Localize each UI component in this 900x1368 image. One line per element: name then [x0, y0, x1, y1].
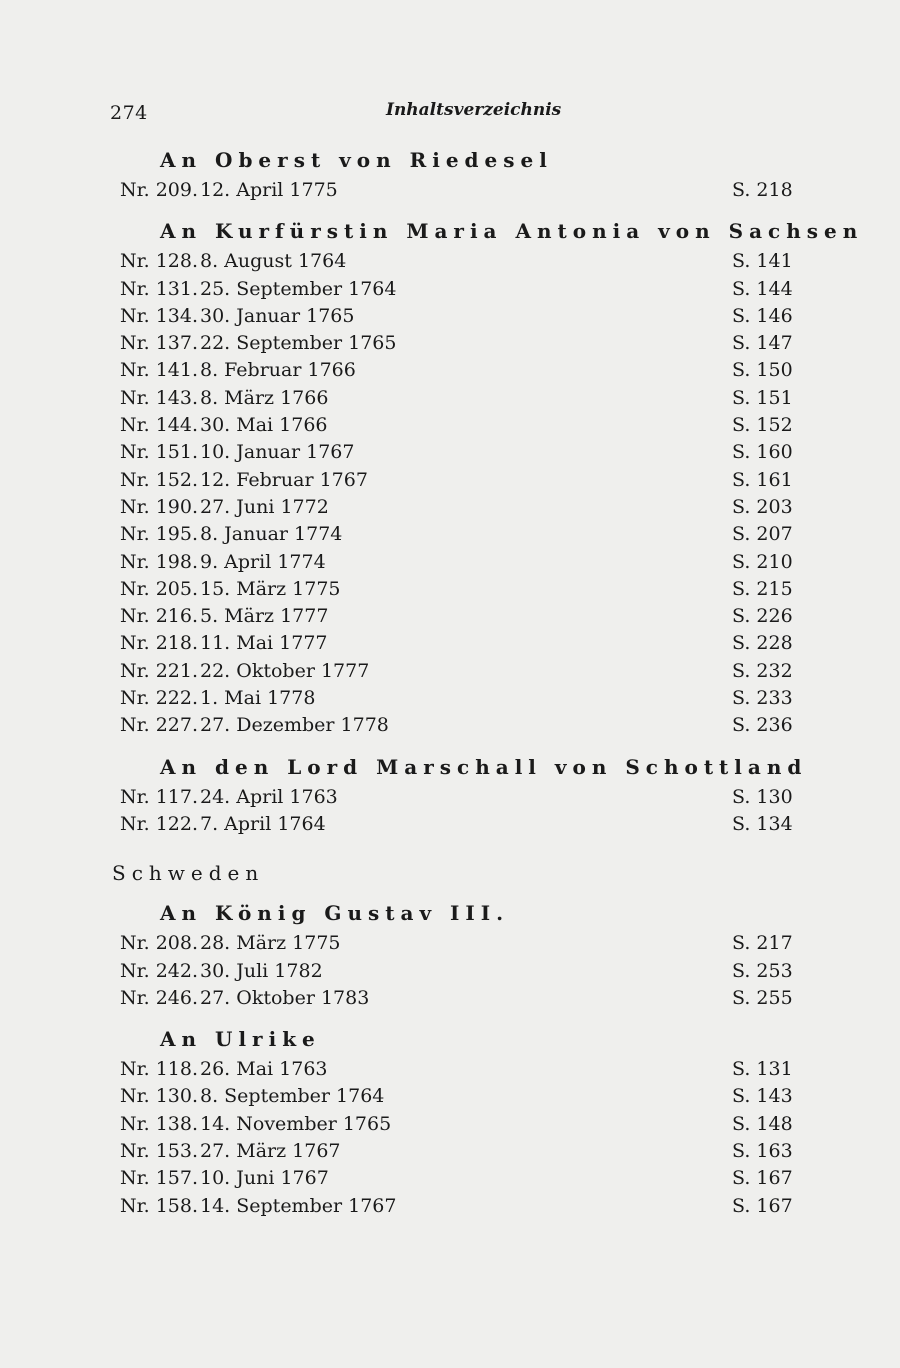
toc-entry	[0, 330, 900, 357]
page-reference: S. 147	[732, 332, 793, 355]
toc-entry	[0, 603, 900, 630]
page-reference: S. 217	[732, 932, 793, 955]
toc-entry	[0, 630, 900, 657]
toc-entry	[0, 412, 900, 439]
toc-entry	[0, 1165, 900, 1192]
letter-number: Nr. 118.	[120, 1058, 199, 1081]
toc-entry	[0, 303, 900, 330]
toc-entry	[0, 811, 900, 838]
letter-date: 14. September 1767	[200, 1194, 397, 1217]
toc-section	[0, 898, 900, 1012]
letter-number: Nr. 128.	[120, 250, 199, 273]
toc-entry	[0, 784, 900, 811]
toc-entry	[0, 521, 900, 548]
letter-date: 10. Juni 1767	[200, 1167, 329, 1190]
page-reference: S. 236	[732, 714, 793, 737]
page-reference: S. 207	[732, 523, 793, 546]
letter-date: 28. März 1775	[200, 932, 341, 955]
page-reference: S. 160	[732, 441, 793, 464]
page-reference: S. 233	[732, 687, 793, 710]
letter-date: 27. März 1767	[200, 1140, 341, 1163]
letter-date: 15. März 1775	[200, 577, 341, 600]
page-reference: S. 210	[732, 550, 793, 573]
toc-entry	[0, 549, 900, 576]
toc-entry	[0, 1056, 900, 1083]
letter-date: 8. August 1764	[200, 250, 347, 273]
letter-date: 25. September 1764	[200, 277, 397, 300]
toc-entry	[0, 658, 900, 685]
country-heading: Schweden	[112, 861, 265, 886]
letter-number: Nr. 216.	[120, 605, 199, 628]
toc-entry	[0, 1083, 900, 1110]
section-title: An Kurfürstin Maria Antonia von Sachsen	[160, 219, 864, 244]
letter-date: 27. Juni 1772	[200, 495, 329, 518]
table-of-contents	[0, 145, 900, 1232]
letter-date: 12. Februar 1767	[200, 468, 368, 491]
toc-entry	[0, 685, 900, 712]
letter-number: Nr. 218.	[120, 632, 199, 655]
page-reference: S. 167	[732, 1194, 793, 1217]
letter-date: 27. Dezember 1778	[200, 714, 389, 737]
letter-number: Nr. 144.	[120, 414, 199, 437]
toc-entry	[0, 276, 900, 303]
page-reference: S. 253	[732, 959, 793, 982]
letter-number: Nr. 158.	[120, 1194, 199, 1217]
letter-date: 5. März 1777	[200, 605, 329, 628]
page-reference: S. 215	[732, 577, 793, 600]
letter-number: Nr. 134.	[120, 304, 199, 327]
letter-number: Nr. 209.	[120, 179, 199, 201]
page-reference: S. 141	[732, 250, 793, 273]
letter-date: 8. März 1766	[200, 386, 329, 409]
toc-entry	[0, 1111, 900, 1138]
toc-entry	[0, 494, 900, 521]
page-reference: S. 134	[732, 812, 793, 835]
section-title: An Ulrike	[160, 1027, 321, 1052]
toc-entry	[0, 1193, 900, 1220]
letter-date: 30. Mai 1766	[200, 414, 328, 437]
letter-date: 8. September 1764	[200, 1085, 385, 1108]
letter-date: 22. September 1765	[200, 332, 397, 355]
page-reference: S. 167	[732, 1167, 793, 1190]
page-reference: S. 148	[732, 1112, 793, 1135]
page-reference: S. 232	[732, 659, 793, 682]
section-title: An König Gustav III.	[160, 901, 510, 926]
toc-entry	[0, 712, 900, 739]
toc-entry	[0, 576, 900, 603]
letter-number: Nr. 143.	[120, 386, 199, 409]
letter-date: 12. April 1775	[200, 179, 338, 201]
letter-number: Nr. 222.	[120, 687, 199, 710]
letter-number: Nr. 208.	[120, 932, 199, 955]
letter-number: Nr. 130.	[120, 1085, 199, 1108]
page-reference: S. 144	[732, 277, 793, 300]
toc-entry	[0, 357, 900, 384]
letter-date: 22. Oktober 1777	[200, 659, 370, 682]
letter-number: Nr. 153.	[120, 1140, 199, 1163]
letter-date: 30. Januar 1765	[200, 304, 355, 327]
toc-section	[0, 145, 900, 204]
letter-date: 26. Mai 1763	[200, 1058, 328, 1081]
letter-number: Nr. 122.	[120, 812, 199, 835]
page-reference: S. 228	[732, 632, 793, 655]
page-reference: S. 152	[732, 414, 793, 437]
letter-number: Nr. 117.	[120, 785, 199, 808]
letter-date: 30. Juli 1782	[200, 959, 323, 982]
page-reference: S. 131	[732, 1058, 793, 1081]
letter-number: Nr. 205.	[120, 577, 199, 600]
letter-number: Nr. 198.	[120, 550, 199, 573]
letter-date: 7. April 1764	[200, 812, 326, 835]
toc-entry	[0, 930, 900, 957]
toc-entry	[0, 439, 900, 466]
page-reference: S. 150	[732, 359, 793, 382]
letter-date: 9. April 1774	[200, 550, 326, 573]
letter-number: Nr. 227.	[120, 714, 199, 737]
page-number: 274	[110, 102, 148, 124]
toc-entry	[0, 177, 900, 204]
page-reference: S. 130	[732, 785, 793, 808]
letter-number: Nr. 195.	[120, 523, 199, 546]
toc-section	[0, 1024, 900, 1220]
toc-entry	[0, 1138, 900, 1165]
letter-number: Nr. 138.	[120, 1112, 199, 1135]
page-reference: S. 163	[732, 1140, 793, 1163]
letter-date: 11. Mai 1777	[200, 632, 328, 655]
letter-date: 8. Januar 1774	[200, 523, 343, 546]
page-reference: S. 226	[732, 605, 793, 628]
letter-date: 8. Februar 1766	[200, 359, 356, 382]
letter-number: Nr. 221.	[120, 659, 199, 682]
letter-number: Nr. 190.	[120, 495, 199, 518]
letter-number: Nr. 137.	[120, 332, 199, 355]
toc-entry	[0, 467, 900, 494]
letter-number: Nr. 152.	[120, 468, 199, 491]
page-reference: S. 143	[732, 1085, 793, 1108]
toc-entry	[0, 248, 900, 275]
page-reference: S. 218	[732, 179, 793, 201]
letter-number: Nr. 141.	[120, 359, 199, 382]
letter-number: Nr. 242.	[120, 959, 199, 982]
toc-entry	[0, 385, 900, 412]
page-reference: S. 161	[732, 468, 793, 491]
running-title: Inhaltsverzeichnis	[386, 100, 562, 120]
letter-date: 27. Oktober 1783	[200, 986, 370, 1009]
toc-section	[0, 216, 900, 739]
letter-number: Nr. 246.	[120, 986, 199, 1009]
letter-date: 14. November 1765	[200, 1112, 392, 1135]
page-header	[0, 100, 900, 130]
letter-number: Nr. 157.	[120, 1167, 199, 1190]
section-title: An den Lord Marschall von Schottland	[160, 754, 808, 779]
toc-entry	[0, 958, 900, 985]
toc-entry	[0, 985, 900, 1012]
page-reference: S. 255	[732, 986, 793, 1009]
toc-section	[0, 752, 900, 839]
letter-date: 10. Januar 1767	[200, 441, 355, 464]
section-title: An Oberst von Riedesel	[160, 148, 553, 172]
letter-date: 1. Mai 1778	[200, 687, 316, 710]
page-reference: S. 151	[732, 386, 793, 409]
page-reference: S. 146	[732, 304, 793, 327]
letter-number: Nr. 151.	[120, 441, 199, 464]
letter-number: Nr. 131.	[120, 277, 199, 300]
page-reference: S. 203	[732, 495, 793, 518]
letter-date: 24. April 1763	[200, 785, 338, 808]
